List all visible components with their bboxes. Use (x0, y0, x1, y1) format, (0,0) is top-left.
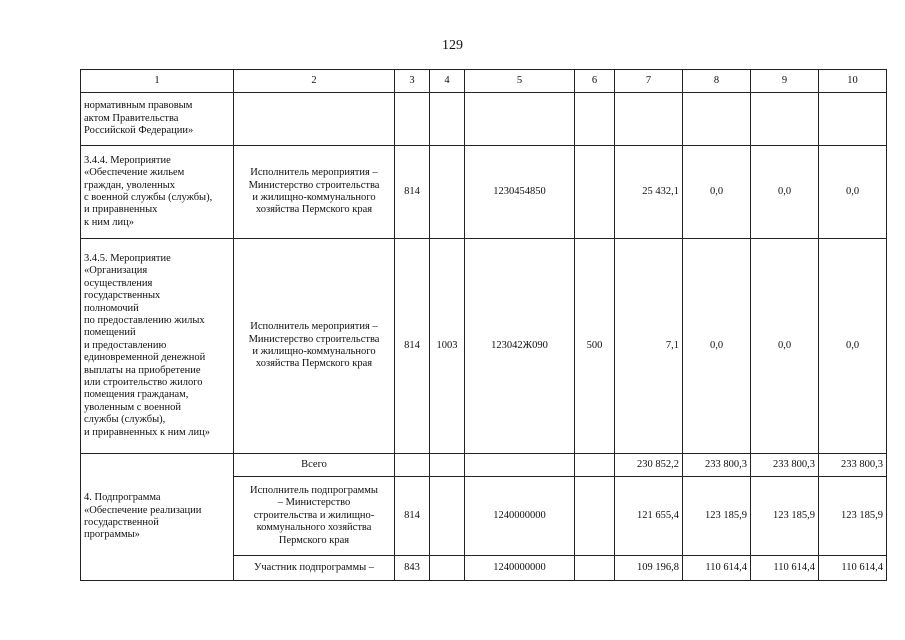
value-cell: 7,1 (615, 239, 683, 454)
code-cell (575, 454, 615, 477)
value-cell: 0,0 (819, 146, 887, 239)
value-cell: 121 655,4 (615, 477, 683, 556)
header-cell: 9 (751, 70, 819, 93)
value-cell: 0,0 (683, 146, 751, 239)
value-cell: 233 800,3 (683, 454, 751, 477)
code-cell (430, 146, 465, 239)
value-cell: 110 614,4 (751, 556, 819, 581)
header-cell: 2 (234, 70, 395, 93)
header-cell: 10 (819, 70, 887, 93)
code-cell: 1003 (430, 239, 465, 454)
table-row (81, 239, 887, 454)
header-cell: 4 (430, 70, 465, 93)
item-name-cell: нормативным правовым актом Правительства Российской Федерации» (81, 93, 234, 146)
header-cell: 8 (683, 70, 751, 93)
executor-cell (234, 93, 395, 146)
code-cell (430, 556, 465, 581)
header-cell: 1 (81, 70, 234, 93)
value-cell (751, 93, 819, 146)
value-cell (819, 93, 887, 146)
item-name-cell: 3.4.5. Мероприятие «Организация осуществления государственных полномочий по предоставлению жилых помещений и предоставлению единовременной денежной выплаты на приобретение или строительство жилого помещения гражданам, уволенным с военной службы (службы), и приравненных к ним лиц» (81, 239, 234, 454)
value-cell (683, 93, 751, 146)
code-cell: 814 (395, 239, 430, 454)
code-cell: 1240000000 (465, 556, 575, 581)
header-row (81, 70, 887, 93)
code-cell: 1230454850 (465, 146, 575, 239)
value-cell: 230 852,2 (615, 454, 683, 477)
header-cell: 6 (575, 70, 615, 93)
value-cell: 123 185,9 (683, 477, 751, 556)
page-number: 129 (442, 38, 463, 53)
code-cell (575, 146, 615, 239)
code-cell: 814 (395, 146, 430, 239)
table-row (81, 454, 887, 477)
code-cell (430, 93, 465, 146)
value-cell: 110 614,4 (683, 556, 751, 581)
value-cell: 123 185,9 (751, 477, 819, 556)
participant-cell: Участник подпрограммы – (234, 556, 395, 581)
value-cell: 233 800,3 (751, 454, 819, 477)
code-cell (395, 93, 430, 146)
code-cell (575, 477, 615, 556)
header-cell: 7 (615, 70, 683, 93)
value-cell: 109 196,8 (615, 556, 683, 581)
table-row (81, 93, 887, 146)
code-cell (575, 93, 615, 146)
executor-cell: Исполнитель мероприятия – Министерство строительства и жилищно-коммунального хозяйства Пермского края (234, 239, 395, 454)
value-cell: 0,0 (751, 239, 819, 454)
code-cell: 814 (395, 477, 430, 556)
executor-cell: Исполнитель подпрограммы – Министерство строительства и жилищно- коммунального хозяйства Пермского края (234, 477, 395, 556)
budget-table (80, 69, 887, 581)
total-label-cell: Всего (234, 454, 395, 477)
code-cell (430, 454, 465, 477)
value-cell: 233 800,3 (819, 454, 887, 477)
code-cell: 843 (395, 556, 430, 581)
value-cell: 0,0 (683, 239, 751, 454)
code-cell (465, 93, 575, 146)
value-cell: 0,0 (751, 146, 819, 239)
value-cell: 110 614,4 (819, 556, 887, 581)
value-cell (615, 93, 683, 146)
header-cell: 5 (465, 70, 575, 93)
value-cell: 0,0 (819, 239, 887, 454)
subprogram-name-cell: 4. Подпрограмма «Обеспечение реализации государственной программы» (81, 454, 234, 581)
value-cell: 25 432,1 (615, 146, 683, 239)
code-cell (575, 556, 615, 581)
code-cell (395, 454, 430, 477)
table-row (81, 146, 887, 239)
code-cell: 123042Ж090 (465, 239, 575, 454)
code-cell: 500 (575, 239, 615, 454)
header-cell: 3 (395, 70, 430, 93)
executor-cell: Исполнитель мероприятия – Министерство строительства и жилищно-коммунального хозяйства Пермского края (234, 146, 395, 239)
code-cell (465, 454, 575, 477)
code-cell (430, 477, 465, 556)
item-name-cell: 3.4.4. Мероприятие «Обеспечение жильем граждан, уволенных с военной службы (службы), и приравненных к ним лиц» (81, 146, 234, 239)
value-cell: 123 185,9 (819, 477, 887, 556)
code-cell: 1240000000 (465, 477, 575, 556)
